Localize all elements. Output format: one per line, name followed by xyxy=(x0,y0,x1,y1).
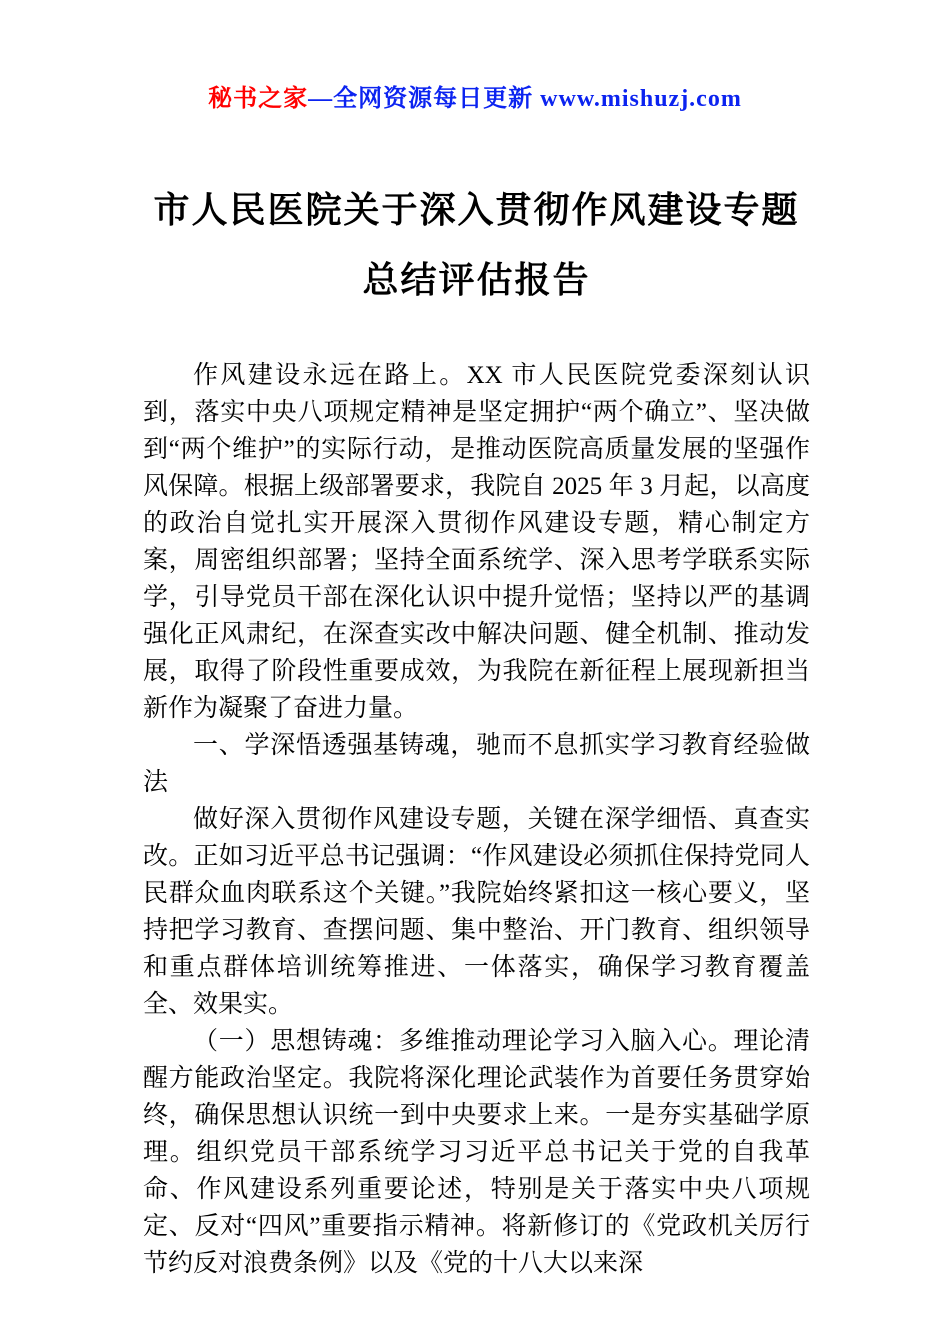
site-url[interactable]: www.mishuzj.com xyxy=(540,86,742,112)
document-title-line-2: 总结评估报告 xyxy=(362,259,591,300)
document-body xyxy=(143,357,810,1282)
document-title-line-1: 市人民医院关于深入贯彻作风建设专题 xyxy=(153,189,800,230)
paragraph-learning-overview: 做好深入贯彻作风建设专题，关键在深学细悟、真查实改。正如习近平总书记强调：“作风建设必须抓住保持党同人民群众血肉联系这个关键。”我院始终紧扣这一核心要义，坚持把学习教育、查摆问题、集中整治、开门教育、组织领导和重点群体培训统筹推进、一体落实，确保学习教育覆盖全、效果实。 xyxy=(143,806,810,1018)
section-heading-1: 一、学深悟透强基铸魂，驰而不息抓实学习教育经验做法 xyxy=(143,732,810,796)
paragraph-theory-study: （一）思想铸魂：多维推动理论学习入脑入心。理论清醒方能政治坚定。我院将深化理论武装作为首要任务贯穿始终，确保思想认识统一到中央要求上来。一是夯实基础学原理。组织党员干部系统学习习近平总书记关于党的自我革命、作风建设系列重要论述，特别是关于落实中央八项规定、反对“四风”重要指示精神。将新修订的《党政机关厉行节约反对浪费条例》以及《党的十八大以来深 xyxy=(143,1028,810,1277)
document-title xyxy=(143,175,810,315)
paragraph-intro: 作风建设永远在路上。XX 市人民医院党委深刻认识到，落实中央八项规定精神是坚定拥护“两个确立”、坚决做到“两个维护”的实际行动，是推动医院高质量发展的坚强作风保障。根据上级部署要求，我院自 2025 年 3 月起，以高度的政治自觉扎实开展深入贯彻作风建设专题，精心制定方案，周密组织部署；坚持全面系统学、深入思考学联系实际学，引导党员干部在深化认识中提升觉悟；坚持以严的基调强化正风肃纪，在深查实改中解决问题、健全机制、推动发展，取得了阶段性重要成效，为我院在新征程上展现新担当新作为凝聚了奋进力量。 xyxy=(143,362,810,722)
brand-text: 秘书之家 xyxy=(208,86,309,112)
document-header xyxy=(0,78,950,113)
header-tagline: —全网资源每日更新 xyxy=(308,86,541,112)
